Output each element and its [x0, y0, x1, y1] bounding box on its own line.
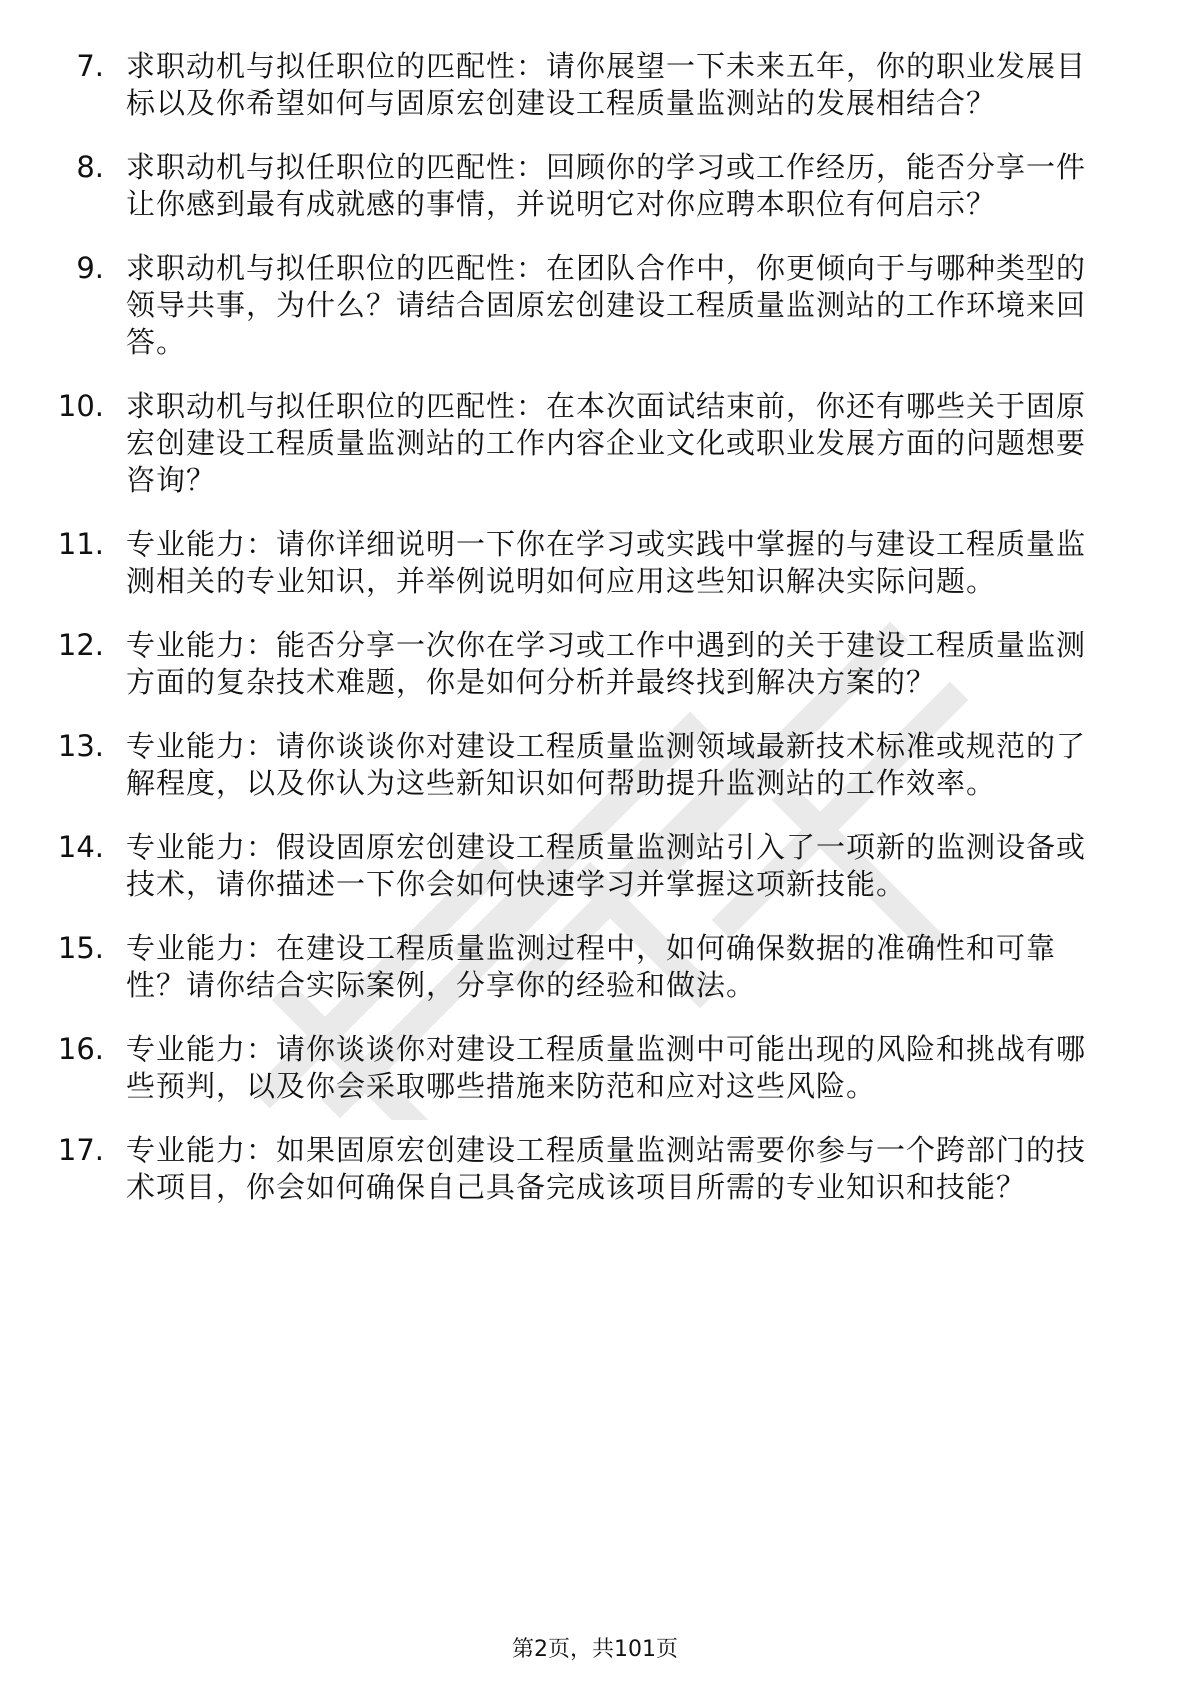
question-number: 14. [57, 830, 104, 864]
question-number: 8. [76, 150, 104, 184]
list-item [0, 388, 1190, 499]
question-text: 求职动机与拟任职位的匹配性：在本次面试结束前，你还有哪些关于固原宏创建设工程质量监测站的工作内容企业文化或职业发展方面的问题想要咨询？ [126, 389, 1087, 497]
list-item [0, 1132, 1190, 1206]
list-item [0, 48, 1190, 122]
question-list [0, 48, 1190, 1233]
list-item [0, 728, 1190, 802]
question-number: 7. [76, 49, 104, 83]
question-text: 专业能力：请你谈谈你对建设工程质量监测中可能出现的风险和挑战有哪些预判，以及你会采取哪些措施来防范和应对这些风险。 [126, 1032, 1087, 1103]
question-text: 求职动机与拟任职位的匹配性：请你展望一下未来五年，你的职业发展目标以及你希望如何与固原宏创建设工程质量监测站的发展相结合？ [126, 49, 1087, 120]
list-item [0, 1031, 1190, 1105]
question-number: 10. [57, 389, 104, 423]
question-text: 专业能力：在建设工程质量监测过程中，如何确保数据的准确性和可靠性？请你结合实际案例，分享你的经验和做法。 [126, 931, 1057, 1002]
question-number: 13. [57, 729, 104, 763]
question-number: 16. [57, 1032, 104, 1066]
question-text: 专业能力：假设固原宏创建设工程质量监测站引入了一项新的监测设备或技术，请你描述一下你会如何快速学习并掌握这项新技能。 [126, 830, 1087, 901]
question-number: 15. [57, 931, 104, 965]
page-number-footer: 第2页，共101页 [512, 1637, 678, 1662]
question-text: 求职动机与拟任职位的匹配性：回顾你的学习或工作经历，能否分享一件让你感到最有成就感的事情，并说明它对你应聘本职位有何启示？ [126, 150, 1087, 221]
question-text: 专业能力：能否分享一次你在学习或工作中遇到的关于建设工程质量监测方面的复杂技术难题，你是如何分析并最终找到解决方案的？ [126, 628, 1087, 699]
list-item [0, 149, 1190, 223]
list-item [0, 627, 1190, 701]
list-item [0, 526, 1190, 600]
question-text: 专业能力：如果固原宏创建设工程质量监测站需要你参与一个跨部门的技术项目，你会如何确保自己具备完成该项目所需的专业知识和技能？ [126, 1133, 1087, 1204]
list-item [0, 250, 1190, 361]
question-number: 9. [76, 251, 104, 285]
question-number: 12. [57, 628, 104, 662]
question-number: 11. [57, 527, 104, 561]
list-item [0, 930, 1190, 1004]
question-text: 求职动机与拟任职位的匹配性：在团队合作中，你更倾向于与哪种类型的领导共事，为什么？请结合固原宏创建设工程质量监测站的工作环境来回答。 [126, 251, 1087, 359]
question-text: 专业能力：请你详细说明一下你在学习或实践中掌握的与建设工程质量监测相关的专业知识，并举例说明如何应用这些知识解决实际问题。 [126, 527, 1087, 598]
question-number: 17. [57, 1133, 104, 1167]
list-item [0, 829, 1190, 903]
question-text: 专业能力：请你谈谈你对建设工程质量监测领域最新技术标准或规范的了解程度，以及你认为这些新知识如何帮助提升监测站的工作效率。 [126, 729, 1087, 800]
